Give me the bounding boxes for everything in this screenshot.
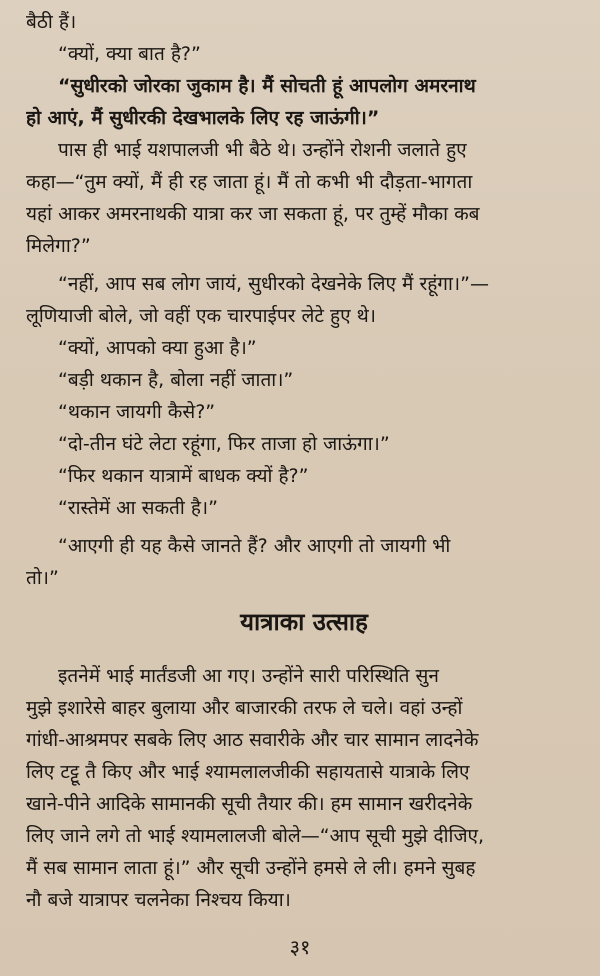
text-line: “क्यों, आपको क्या हुआ है।” (58, 337, 257, 359)
text-line: लूणियाजी बोले, जो वहीं एक चारपाईपर लेटे हुए थे। (26, 305, 376, 327)
text-line: लिए जाने लगे तो भाई श्यामलालजी बोले—“आप सूची मुझे दीजिए, (26, 825, 485, 847)
text-line: नौ बजे यात्रापर चलनेका निश्चय किया। (26, 889, 291, 911)
text-line: “थकान जायगी कैसे?” (58, 401, 216, 423)
text-line: इतनेमें भाई मार्तंडजी आ गए। उन्होंने सारी परिस्थिति सुन (58, 665, 439, 687)
text-line: कहा—“तुम क्यों, मैं ही रह जाता हूं। मैं तो कभी भी दौड़ता-भागता (26, 171, 473, 193)
text-line: “आएगी ही यह कैसे जानते हैं? और आएगी तो जायगी भी (58, 535, 451, 557)
text-line: “दो-तीन घंटे लेटा रहूंगा, फिर ताजा हो जाऊंगा।” (58, 433, 390, 455)
text-line: “क्यों, क्या बात है?” (58, 43, 201, 65)
text-line: “रास्तेमें आ सकती है।” (58, 497, 218, 519)
text-line: “नहीं, आप सब लोग जायं, सुधीरको देखनेके लिए मैं रहूंगा।”— (58, 273, 489, 295)
text-line: गांधी-आश्रमपर सबके लिए आठ सवारीके और चार सामान लादनेके (26, 729, 479, 751)
text-line: “बड़ी थकान है, बोला नहीं जाता।” (58, 369, 294, 391)
text-line: बैठी हैं। (26, 11, 77, 33)
page-number: ३१ (289, 935, 311, 959)
text-line: तो।” (26, 567, 59, 589)
text-line: “सुधीरको जोरका जुकाम है। मैं सोचती हूं आपलोग अमरनाथ (58, 75, 476, 97)
text-line: यहां आकर अमरनाथकी यात्रा कर जा सकता हूं, पर तुम्हें मौका कब (26, 203, 480, 225)
text-line: पास ही भाई यशपालजी भी बैठे थे। उन्होंने रोशनी जलाते हुए (58, 139, 467, 161)
text-line: मुझे इशारेसे बाहर बुलाया और बाजारकी तरफ ले चले। वहां उन्हों (26, 697, 463, 719)
body-text-bottom (26, 660, 582, 916)
section-heading: यात्राका उत्साह (240, 608, 368, 636)
body-text-top (26, 6, 582, 594)
text-line: “फिर थकान यात्रामें बाधक क्यों है?” (58, 465, 309, 487)
text-line: मिलेगा?” (26, 235, 91, 257)
text-line: मैं सब सामान लाता हूं।” और सूची उन्होंने हमसे ले ली। हमने सुबह (26, 857, 476, 879)
text-line: लिए टट्टू तै किए और भाई श्यामलालजीकी सहायतासे यात्राके लिए (26, 761, 470, 783)
text-line: हो आएं, मैं सुधीरकी देखभालके लिए रह जाऊंगी।” (26, 107, 380, 129)
text-line: खाने-पीने आदिके सामानकी सूची तैयार की। हम सामान खरीदनेके (26, 793, 473, 815)
